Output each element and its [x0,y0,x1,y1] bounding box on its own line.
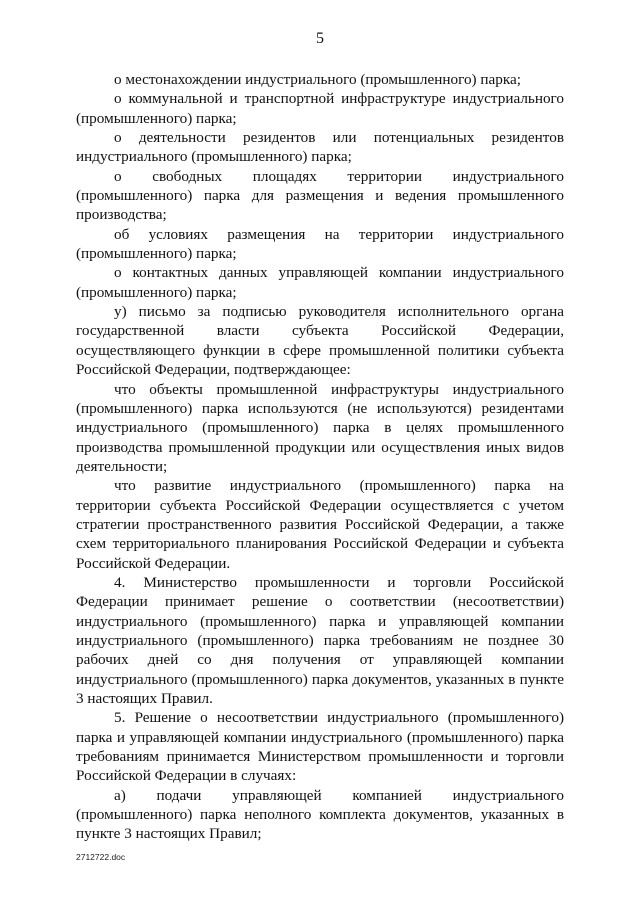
paragraph-usage: что объекты промышленной инфраструктуры индустриального (промышленного) парка используются (не используются) резидентами индустриального (промышленного) парка в целях промышленного производства промышленной продукции или осуществления иных видов деятельности; [76,380,564,475]
paragraph-development: что развитие индустриального (промышленного) парка на территории субъекта Российской Федерации осуществляется с учетом стратегии пространственного развития Российской Федерации, а также схем территориального планирования Российской Федерации и субъекта Российской Федерации. [76,477,564,572]
paragraph-residents: о деятельности резидентов или потенциальных резидентов индустриального (промышленного) парка; [76,129,564,166]
page-number: 5 [316,30,324,47]
paragraph-item-a: а) подачи управляющей компанией индустриального (промышленного) парка неполного комплекта документов, указанных в пункте 3 настоящих Правил; [76,786,564,843]
paragraph-letter: у) письмо за подписью руководителя исполнительного органа государственной власти субъекта Российской Федерации, осуществляющего функции в сфере промышленной политики субъекта Российской Федерации, подтверждающее: [76,303,564,379]
paragraph-location: о местонахождении индустриального (промышленного) парка; [114,71,521,88]
paragraph-free-areas: о свободных площадях территории индустриального (промышленного) парка для размещения и ведения промышленного производства; [76,167,564,224]
paragraph-clause-4: 4. Министерство промышленности и торговли Российской Федерации принимает решение о соответствии (несоответствии) индустриального (промышленного) парка и управляющей компании индустриального (промышленного) парка требованиям не позднее 30 рабочих дней со дня получения от управляющей компании индустриального (промышленного) парка документов, указанных в пункте 3 настоящих Правил. [76,573,564,707]
document-filename: 2712722.doc [76,852,126,862]
paragraph-conditions: об условиях размещения на территории индустриального (промышленного) парка; [76,225,564,263]
paragraph-clause-5: 5. Решение о несоответствии индустриального (промышленного) парка и управляющей компании индустриального (промышленного) парка требованиям принимается Министерством промышленности и торговли Российской Федерации в случаях: [76,709,564,785]
paragraph-infrastructure: о коммунальной и транспортной инфраструктуре индустриального (промышленного) парка; [76,90,564,127]
document-body [76,70,564,844]
paragraph-contacts: о контактных данных управляющей компании индустриального (промышленного) парка; [76,264,564,301]
